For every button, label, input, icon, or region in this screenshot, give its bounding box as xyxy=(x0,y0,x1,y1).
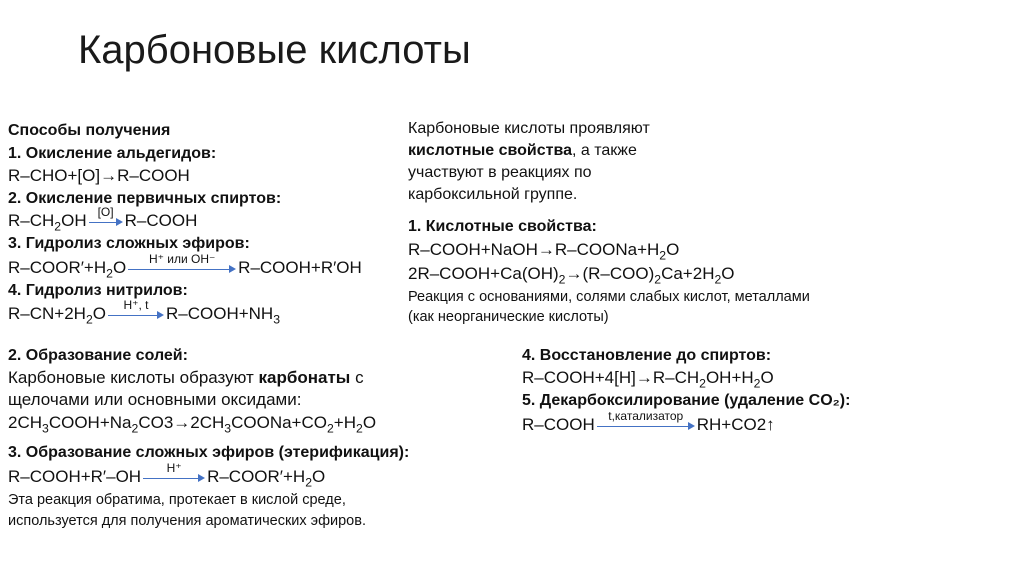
reaction-arrow xyxy=(597,409,695,430)
reaction-condition: H⁺ или OH⁻ xyxy=(148,252,216,266)
property-2-line-1: Карбоновые кислоты образуют карбонаты с xyxy=(8,368,364,387)
reaction-condition: H⁺, t xyxy=(123,298,149,312)
property-5-equation: R–COOH t,катализатор RH+CO2↑ xyxy=(522,409,775,434)
method-1-title: 1. Окисление альдегидов: xyxy=(8,145,217,162)
reduction-and-decarboxylation xyxy=(522,343,1002,453)
intro-line-2: кислотные свойства, а также xyxy=(408,142,637,159)
property-1-equation-2: $2R-COOH+Ca(OH)_2\to(R-COO)_2Ca+2H_2O$ xyxy=(408,264,735,287)
property-3-note-2: используется для получения ароматических эфиров. xyxy=(8,513,366,529)
method-1-equation: R–CHO+[O]→R–COOH xyxy=(8,166,190,185)
property-3-equation: R–COOH+R′–OH H⁺ $R-COOR'+H_2O$ xyxy=(8,461,326,490)
method-2-title: 2. Окисление первичных спиртов: xyxy=(8,190,282,207)
property-2-equation: $2CH_3COOH+Na_2CO3\to 2CH_3COONa+CO_2+H_2O$ xyxy=(8,413,377,436)
preparation-heading: Способы получения xyxy=(8,122,171,139)
method-2-equation: $R-CH_2OH$ [O] R–COOH xyxy=(8,205,198,234)
property-1-equation-1: $R-COOH+NaOH\to R-COONa+H_2O$ xyxy=(408,240,680,263)
acidic-properties xyxy=(408,116,908,331)
slide-title: Карбоновые кислоты xyxy=(78,28,471,72)
reaction-arrow xyxy=(89,205,123,226)
preparation-methods xyxy=(8,118,398,338)
intro-line-3: участвуют в реакциях по xyxy=(408,164,592,181)
property-1-note-1: Реакция с основаниями, солями слабых кислот, металлами xyxy=(408,289,810,305)
property-4-title: 4. Восстановление до спиртов: xyxy=(522,347,772,364)
property-2-line-2: щелочами или основными оксидами: xyxy=(8,390,302,409)
reaction-condition: t,катализатор xyxy=(608,409,684,423)
property-2-title: 2. Образование солей: xyxy=(8,347,188,364)
method-3-equation: $R-COOR'+H_2O$ H⁺ или OH⁻ R–COOH+R′OH xyxy=(8,252,362,281)
property-1-title: 1. Кислотные свойства: xyxy=(408,218,597,235)
property-4-equation: $R-COOH+4[H]\to R-CH_2OH+H_2O$ xyxy=(522,368,774,391)
property-5-title: 5. Декарбоксилирование (удаление CO₂): xyxy=(522,392,851,409)
intro-line-1: Карбоновые кислоты проявляют xyxy=(408,120,650,137)
property-1-note-2: (как неорганические кислоты) xyxy=(408,309,609,325)
method-4-equation: $R-CN+2H_2O$ H⁺, t $R-COOH+NH_3$ xyxy=(8,298,281,327)
property-3-note-1: Эта реакция обратима, протекает в кислой среде, xyxy=(8,492,346,508)
reaction-arrow xyxy=(108,298,164,319)
reaction-condition: H⁺ xyxy=(166,461,182,475)
property-3-title: 3. Образование сложных эфиров (этерификация): xyxy=(8,444,410,461)
method-3-title: 3. Гидролиз сложных эфиров: xyxy=(8,235,250,252)
reaction-condition: [O] xyxy=(97,205,114,219)
salts-and-esters xyxy=(8,343,508,543)
intro-line-4: карбоксильной группе. xyxy=(408,186,578,203)
reaction-arrow xyxy=(128,252,236,273)
reaction-arrow xyxy=(143,461,205,482)
method-4-title: 4. Гидролиз нитрилов: xyxy=(8,282,188,299)
